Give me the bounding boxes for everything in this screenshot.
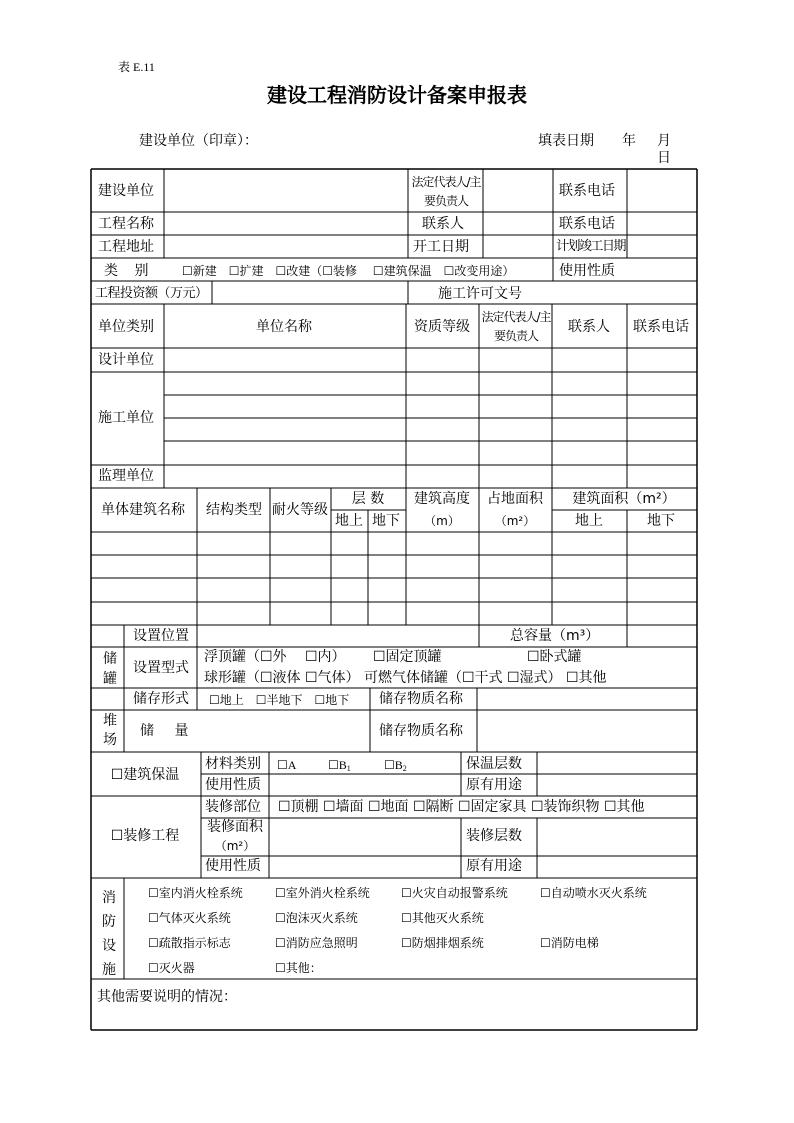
decoration-area-label: 装修面积 [207,819,263,835]
decoration-parts-options: ☐顶棚 ☐墙面 ☐地面 ☐隔断 ☐固定家具 ☐装饰织物 ☐其他 [278,799,645,815]
usage-label: 使用性质 [559,263,615,279]
date-year: 年 [622,133,636,149]
facility-smoke-control: ☐防烟排烟系统 [401,936,484,950]
contact-person-label: 联系人 [422,216,464,232]
floors-below-header: 地下 [372,513,400,529]
contact-person-header: 联系人 [568,319,610,335]
decoration-label: ☐装修工程 [110,828,180,844]
contact-phone-label: 联系电话 [559,183,615,199]
land-area-unit: （m²） [494,514,536,528]
decoration-original-use-label: 原有用途 [466,858,522,874]
construction-unit-label: 建设单位 [98,183,154,199]
structure-header: 结构类型 [206,502,262,518]
yard-label: 堆场 [103,713,117,748]
notes-label: 其他需要说明的情况： [97,989,237,1005]
page-title: 建设工程消防设计备案申报表 [267,83,527,107]
building-name-header: 单体建筑名称 [101,502,185,518]
facility-fire-elevator: ☐消防电梯 [540,936,599,950]
decoration-parts-label: 装修部位 [205,799,261,815]
supervision-unit-label: 监理单位 [98,468,154,484]
form-row1-floating: 浮顶罐（☐外 ☐内） [204,649,346,665]
height-unit: （m） [424,514,460,528]
total-capacity-label: 总容量（m³） [510,628,600,644]
insulation-layers-label: 保温层数 [466,756,522,772]
insulation-option-a: ☐A [277,758,297,772]
investment-label: 工程投资额（万元） [95,286,208,301]
facility-evacuation-signs: ☐疏散指示标志 [148,936,231,950]
date-month: 月 [657,133,671,149]
insulation-option-b1-text: ☐B [328,758,347,772]
insulation-option-b2 [384,758,407,776]
floors-header: 层 数 [351,491,385,507]
start-date-label: 开工日期 [413,239,469,255]
project-name-label: 工程名称 [98,216,154,232]
form-number: 表 E.11 [118,60,155,74]
category-options: ☐新建 ☐扩建 ☐改建（☐装修 ☐建筑保温 ☐改变用途） [182,264,515,278]
land-area-header: 占地面积 [487,491,543,507]
amount-label: 储 量 [140,723,197,739]
qualification-header: 资质等级 [414,319,470,335]
insulation-option-b1 [328,758,351,776]
applicant-label: 建设单位（印章）： [139,133,258,149]
contact-phone-label-2: 联系电话 [559,216,615,232]
insulation-label: ☐建筑保温 [110,767,180,783]
facility-outdoor-hydrant: ☐室外消火栓系统 [275,886,370,900]
facility-foam-extinguishing: ☐泡沫灭火系统 [275,911,358,925]
facility-extinguisher: ☐灭火器 [148,961,195,975]
location-label: 设置位置 [133,628,189,644]
unit-name-header: 单位名称 [256,319,312,335]
construction-contractor-label: 施工单位 [98,410,154,426]
storage-form-label: 储存形式 [133,691,189,707]
decoration-usage-label: 使用性质 [205,858,261,874]
insulation-original-use-label: 原有用途 [466,777,522,793]
floor-area-above-header: 地上 [575,513,603,529]
insulation-usage-label: 使用性质 [205,777,261,793]
decoration-layers-label: 装修层数 [466,828,522,844]
legal-rep-label: 法定代表人/主要负责人 [411,175,481,208]
project-address-label: 工程地址 [98,239,154,255]
decoration-area-unit: （m²） [214,839,256,853]
design-unit-label: 设计单位 [98,352,154,368]
height-header: 建筑高度 [414,491,470,507]
date-label: 填表日期 [538,133,594,149]
material-name-label: 储存物质名称 [379,691,463,707]
form-row1-horizontal: ☐卧式罐 [527,649,582,665]
insulation-option-b1-sub: 1 [346,764,351,773]
date-day: 日 [657,150,671,166]
facility-sprinkler: ☐自动喷水灭火系统 [540,886,647,900]
fire-rating-header: 耐火等级 [272,502,328,518]
facility-fire-alarm: ☐火灾自动报警系统 [401,886,508,900]
insulation-option-b2-sub: 2 [402,764,407,773]
facility-other: ☐其他： [275,961,322,975]
floor-area-header: 建筑面积（m²） [572,491,676,507]
facility-indoor-hydrant: ☐室内消火栓系统 [148,886,243,900]
floor-area-below-header: 地下 [647,513,675,529]
form-row1-fixed: ☐固定顶罐 [373,649,442,665]
category-label: 类 别 [104,263,155,279]
storage-form-options: ☐地上 ☐半地下 ☐地下 [209,693,350,707]
permit-no-label: 施工许可文号 [438,286,522,302]
fire-facilities-label: 消防设施 [102,890,116,978]
tank-label: 储罐 [103,651,117,687]
form-label: 设置型式 [133,660,189,676]
facility-gas-extinguishing: ☐气体灭火系统 [148,911,231,925]
material-type-label: 材料类别 [205,756,261,772]
contact-phone-header: 联系电话 [633,319,689,335]
facility-emergency-lighting: ☐消防应急照明 [275,936,358,950]
planned-completion-label: 计划竣工日期 [556,239,626,254]
legal-rep-header: 法定代表人/主要负责人 [481,310,551,343]
facility-other-extinguishing: ☐其他灭火系统 [401,911,484,925]
insulation-option-b2-text: ☐B [384,758,403,772]
form-row2: 球形罐（☐液体 ☐气体） 可燃气体储罐（☐干式 ☐湿式） ☐其他 [204,670,607,686]
yard-material-name-label: 储存物质名称 [379,723,463,739]
floors-above-header: 地上 [335,513,363,529]
unit-type-header: 单位类别 [98,319,154,335]
